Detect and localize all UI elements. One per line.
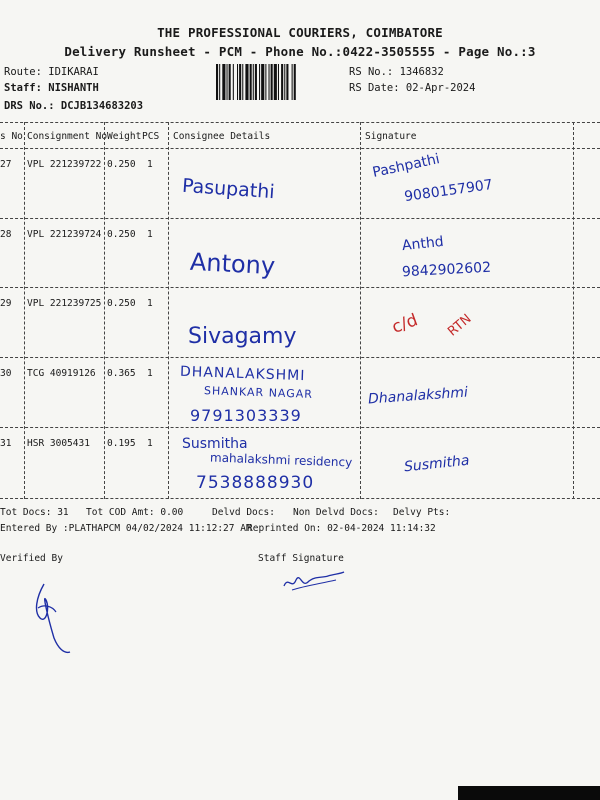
row-rule (0, 498, 600, 499)
barcode-bar (274, 64, 277, 100)
staff-label: Staff: NISHANTH (4, 82, 99, 94)
col-header-consignment: Consignment No (27, 131, 108, 142)
table-header-rule (0, 148, 600, 149)
row-rule (0, 218, 600, 219)
row-pcs: 1 (147, 438, 153, 449)
consignee-handwritten-name: DHANALAKSHMI (179, 363, 306, 385)
barcode-bar (216, 64, 218, 100)
column-divider (24, 122, 25, 499)
consignee-handwritten-name: Susmitha (182, 436, 248, 452)
consignee-handwritten-address: mahalakshmi residency (209, 450, 353, 470)
receiver-signature: Pashpathi (371, 151, 442, 181)
col-header-consignee: Consignee Details (173, 131, 271, 142)
receiver-signature: Dhanalakshmi (367, 384, 469, 408)
barcode-bar (265, 64, 266, 100)
barcode-bar (281, 64, 283, 100)
row-consignment-no: VPL 221239725 (27, 298, 102, 309)
row-consignment-no: HSR 3005431 (27, 438, 90, 449)
row-rule (0, 357, 600, 358)
barcode-bar (219, 64, 220, 100)
consignee-handwritten-phone: 7538888930 (196, 473, 315, 493)
row-sno: 31 (0, 438, 12, 449)
drs-number: DRS No.: DCJB134683203 (4, 100, 144, 112)
row-rule (0, 287, 600, 288)
staff-signature-label: Staff Signature (258, 553, 344, 564)
row-consignment-no: TCG 40919126 (27, 368, 96, 379)
barcode-bar (269, 64, 270, 100)
barcode-bar (250, 64, 252, 100)
verifier-signature (30, 578, 90, 658)
row-sno: 29 (0, 298, 12, 309)
barcode-bar (233, 64, 234, 100)
row-weight: 0.195 (107, 438, 136, 449)
consignee-handwritten-address: SHANKAR NAGAR (203, 384, 314, 401)
row-sno: 30 (0, 368, 12, 379)
runsheet-subtitle: Delivery Runsheet - PCM - Phone No.:0422-3505555 - Page No.:3 (64, 44, 536, 59)
reprinted-on: Reprinted On: 02-04-2024 11:14:32 (247, 523, 436, 534)
receiver-signature: Susmitha (403, 452, 471, 476)
barcode (216, 64, 342, 100)
barcode-bar (294, 64, 296, 100)
barcode-bar (242, 64, 243, 100)
delivered-docs: Delvd Docs: (212, 507, 275, 518)
column-divider (573, 122, 574, 499)
receiver-phone: 9842902602 (401, 259, 492, 281)
non-delivered-docs: Non Delvd Docs: (293, 507, 379, 518)
row-pcs: 1 (147, 229, 153, 240)
row-sno: 27 (0, 159, 12, 170)
row-pcs: 1 (147, 368, 153, 379)
column-divider (104, 122, 105, 499)
barcode-bar (292, 64, 293, 100)
scan-edge-artifact (458, 786, 600, 800)
consignee-handwritten-name: Pasupathi (181, 174, 276, 204)
barcode-bar (229, 64, 231, 100)
column-divider (360, 122, 361, 499)
col-header-weight: Weight (107, 131, 142, 142)
rs-number: RS No.: 1346832 (349, 66, 444, 78)
barcode-bar (259, 64, 260, 100)
row-pcs: 1 (147, 298, 153, 309)
barcode-bar (255, 64, 257, 100)
row-rule (0, 427, 600, 428)
barcode-bar (239, 64, 241, 100)
barcode-bar (271, 64, 273, 100)
staff-signature (282, 566, 346, 596)
entered-by: Entered By :PLATHAPCM 04/02/2024 11:12:27 AM (0, 523, 252, 534)
barcode-bar (253, 64, 254, 100)
barcode-bar (284, 64, 285, 100)
consignee-handwritten-name: Sivagamy (188, 324, 297, 349)
col-header-pcs: PCS (142, 131, 160, 142)
row-weight: 0.250 (107, 229, 136, 240)
row-weight: 0.250 (107, 298, 136, 309)
barcode-bar (245, 64, 248, 100)
rs-date: RS Date: 02-Apr-2024 (349, 82, 476, 94)
barcode-bar (222, 64, 225, 100)
barcode-bar (237, 64, 238, 100)
receiver-phone: 9080157907 (403, 176, 494, 206)
barcode-bar (286, 64, 288, 100)
row-consignment-no: VPL 221239722 (27, 159, 102, 170)
delivery-points: Delvy Pts: (393, 507, 451, 518)
row-weight: 0.365 (107, 368, 136, 379)
col-header-sno: s No (0, 131, 23, 142)
consignee-handwritten-phone: 9791303339 (190, 406, 302, 425)
status-mark-cd: c/d (389, 310, 421, 338)
row-consignment-no: VPL 221239724 (27, 229, 102, 240)
table-top-rule (0, 122, 600, 123)
company-title: THE PROFESSIONAL COURIERS, COIMBATORE (157, 25, 443, 40)
total-cod-amount: Tot COD Amt: 0.00 (86, 507, 184, 518)
barcode-bar (261, 64, 264, 100)
column-divider (168, 122, 169, 499)
barcode-bar (278, 64, 279, 100)
receiver-signature: Anthd (401, 233, 445, 255)
row-pcs: 1 (147, 159, 153, 170)
row-sno: 28 (0, 229, 12, 240)
verified-by-label: Verified By (0, 553, 63, 564)
barcode-bar (227, 64, 228, 100)
status-mark-rtn: RTN (445, 311, 475, 340)
route-label: Route: IDIKARAI (4, 66, 99, 78)
row-weight: 0.250 (107, 159, 136, 170)
total-docs: Tot Docs: 31 (0, 507, 69, 518)
consignee-handwritten-name: Antony (189, 247, 276, 281)
col-header-signature: Signature (365, 131, 417, 142)
